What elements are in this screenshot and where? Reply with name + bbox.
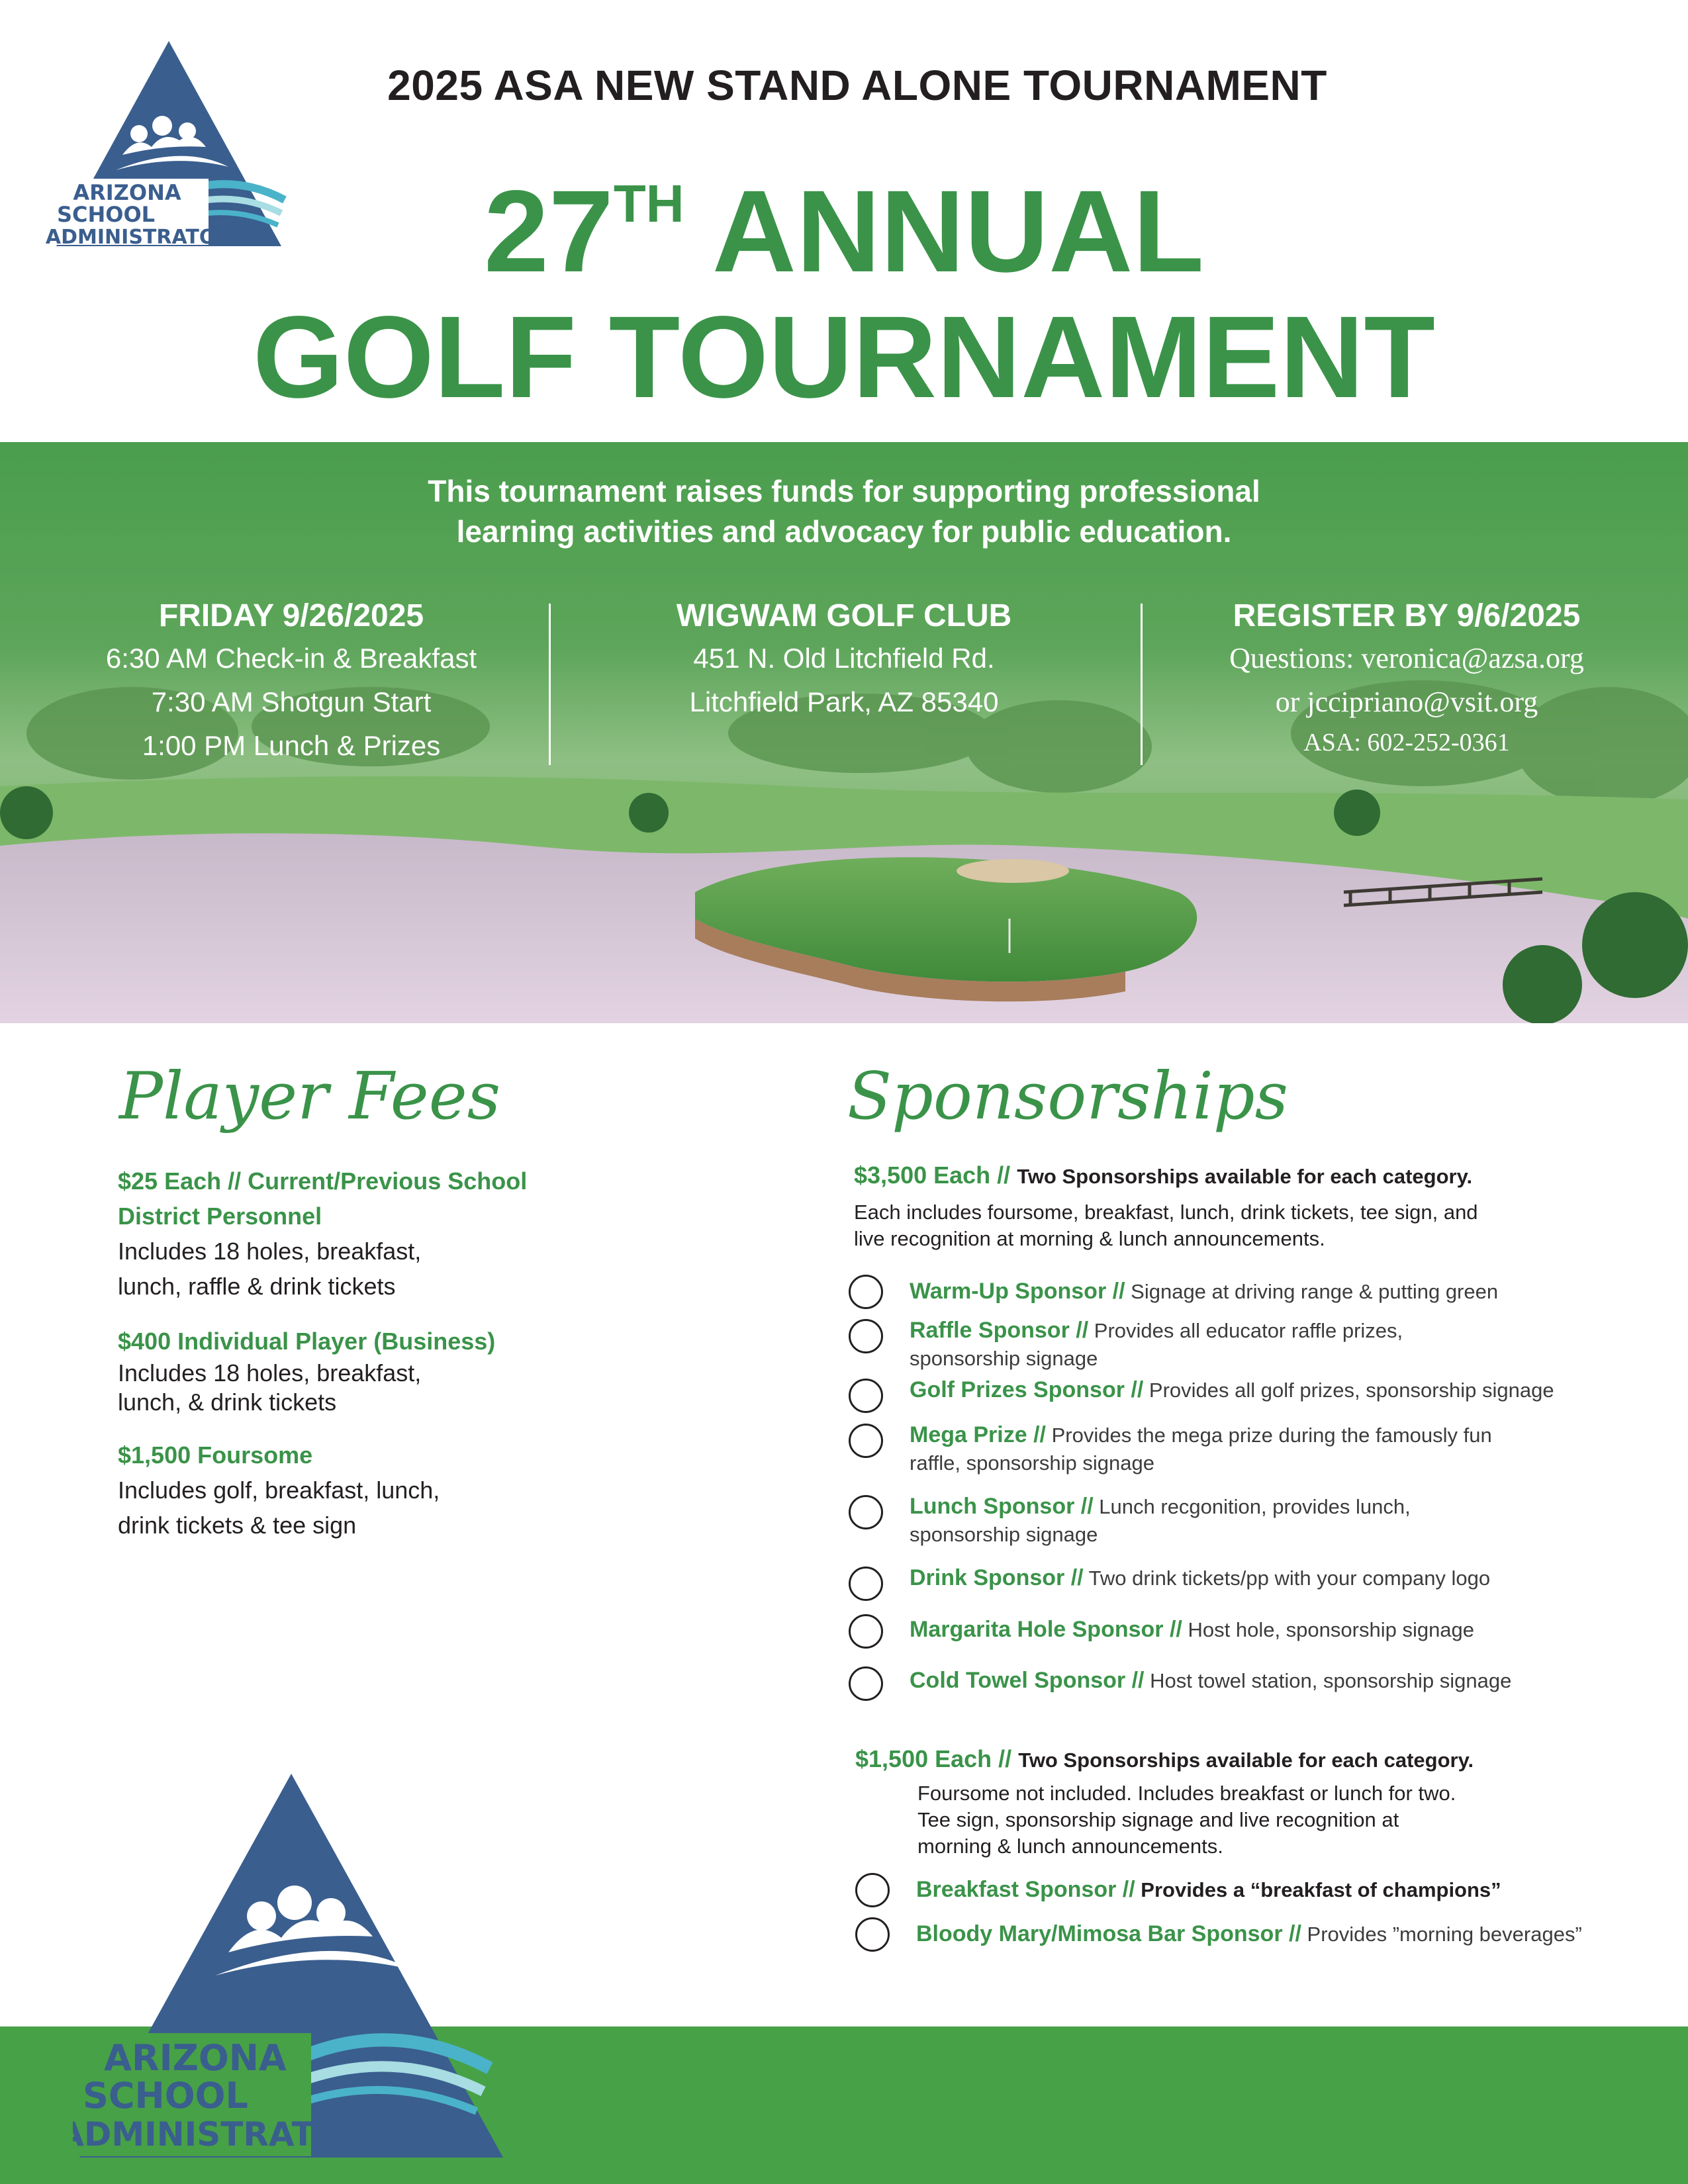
fee-desc: drink tickets & tee sign (118, 1512, 357, 1539)
sponsor-desc: Two drink tickets/pp with your company logo (1088, 1567, 1491, 1590)
sponsor-checkbox[interactable] (849, 1424, 883, 1458)
schedule-shotgun: 7:30 AM Shotgun Start (151, 686, 432, 717)
sponsor-desc: Signage at driving range & putting green (1131, 1280, 1499, 1303)
page-title-line1 (199, 167, 1489, 296)
venue-city: Litchfield Park, AZ 85340 (689, 686, 999, 717)
sponsor-desc: Provides ”morning beverages” (1307, 1923, 1582, 1946)
logo-line2: SCHOOL (56, 202, 156, 227)
contact-phone: ASA: 602-252-0361 (1303, 729, 1510, 756)
tier2-price: $1,500 Each // (855, 1745, 1012, 1772)
fee-name: Foursome (197, 1441, 313, 1469)
sponsor-desc: Provides a “breakfast of champions” (1141, 1878, 1501, 1901)
sponsor-checkbox[interactable] (849, 1275, 883, 1309)
sponsor-desc: Host hole, sponsorship signage (1188, 1618, 1475, 1641)
sponsor-name: Lunch Sponsor // (910, 1494, 1094, 1519)
divider (549, 604, 551, 765)
fee-school-personnel (118, 1163, 647, 1304)
sponsor-name: Mega Prize // (910, 1422, 1046, 1447)
sponsor-checkbox[interactable] (849, 1495, 883, 1529)
event-subtitle: 2025 ASA NEW STAND ALONE TOURNAMENT (387, 62, 1327, 109)
logo-line2: SCHOOL (83, 2075, 248, 2116)
venue-name: WIGWAM GOLF CLUB (676, 598, 1012, 633)
sponsor-name: Raffle Sponsor // (910, 1318, 1089, 1343)
fee-name: Individual Player (Business) (177, 1328, 496, 1355)
venue-street: 451 N. Old Litchfield Rd. (693, 643, 995, 674)
tier2-availability: Two Sponsorships available for each category. (1018, 1749, 1474, 1772)
logo-line1: ARIZONA (73, 180, 181, 205)
tier1-price: $3,500 Each // (854, 1161, 1011, 1189)
sponsor-name: Margarita Hole Sponsor // (910, 1617, 1182, 1642)
fee-price: $400 (118, 1328, 171, 1355)
schedule-lunch: 1:00 PM Lunch & Prizes (142, 730, 441, 761)
player-fees-heading: Player Fees (119, 1059, 500, 1134)
title-ordinal: TH (613, 174, 684, 233)
sponsor-desc-2: sponsorship signage (910, 1347, 1098, 1370)
sponsor-checkbox[interactable] (849, 1379, 883, 1413)
contact-email-2[interactable]: or jccipriano@vsit.org (1275, 686, 1538, 718)
sponsor-checkbox[interactable] (849, 1614, 883, 1649)
sponsor-desc: Host towel station, sponsorship signage (1150, 1669, 1512, 1692)
sponsor-name: Drink Sponsor // (910, 1565, 1084, 1590)
fee-name-2: District Personnel (118, 1203, 322, 1230)
sponsor-checkbox[interactable] (855, 1873, 890, 1907)
sponsor-desc: Provides all golf prizes, sponsorship signage (1149, 1379, 1554, 1402)
logo-line3: ADMINISTRATORS (45, 226, 246, 249)
fee-individual-player (118, 1324, 647, 1417)
register-deadline: REGISTER BY 9/6/2025 (1233, 598, 1581, 633)
event-date: FRIDAY 9/26/2025 (158, 598, 424, 633)
mission-line2: learning activities and advocacy for public education. (456, 514, 1232, 549)
fee-foursome (118, 1437, 647, 1543)
tier1-description (854, 1199, 1668, 1252)
fee-desc: lunch, & drink tickets (118, 1388, 337, 1416)
sponsor-name: Breakfast Sponsor // (916, 1877, 1135, 1902)
sponsorships-heading: Sponsorships (847, 1059, 1288, 1134)
divider (1141, 604, 1143, 765)
sponsor-name: Bloody Mary/Mimosa Bar Sponsor // (916, 1921, 1301, 1946)
fee-desc: lunch, raffle & drink tickets (118, 1273, 396, 1300)
asa-logo-bottom (73, 1774, 510, 2158)
event-date-info (46, 596, 536, 768)
tier2-desc-line: Foursome not included. Includes breakfast or lunch for two. (917, 1782, 1456, 1805)
fee-desc: Includes 18 holes, breakfast, (118, 1359, 422, 1387)
tier1-availability: Two Sponsorships available for each category. (1017, 1165, 1473, 1188)
title-annual: ANNUAL (684, 167, 1204, 296)
sponsor-checkbox[interactable] (849, 1567, 883, 1601)
fee-desc: Includes 18 holes, breakfast, (118, 1238, 422, 1265)
tier1-desc-line: live recognition at morning & lunch announcements. (854, 1227, 1325, 1250)
fee-price: $1,500 (118, 1441, 191, 1469)
fee-name: Current/Previous School (248, 1167, 528, 1195)
logo-line1: ARIZONA (104, 2037, 287, 2079)
sponsor-desc-2: raffle, sponsorship signage (910, 1451, 1154, 1475)
tier2-desc-line: morning & lunch announcements. (917, 1835, 1223, 1858)
fee-price: $25 Each // (118, 1167, 242, 1195)
sponsor-name: Golf Prizes Sponsor // (910, 1377, 1144, 1402)
tier1-header (854, 1160, 1668, 1193)
sponsor-desc: Lunch recgonition, provides lunch, (1099, 1495, 1411, 1518)
fee-desc: Includes golf, breakfast, lunch, (118, 1477, 440, 1504)
sponsor-checkbox[interactable] (855, 1917, 890, 1952)
schedule-checkin: 6:30 AM Check-in & Breakfast (105, 643, 477, 674)
venue-info (576, 596, 1112, 724)
tier2-desc-line: Tee sign, sponsorship signage and live recognition at (917, 1808, 1399, 1831)
logo-line3: ADMINISTRATORS (73, 2115, 392, 2154)
page-title-line2: GOLF TOURNAMENT (253, 293, 1435, 422)
tier2-description (917, 1780, 1665, 1860)
tier1-desc-line: Each includes foursome, breakfast, lunch, drink tickets, tee sign, and (854, 1201, 1478, 1224)
sponsor-desc: Provides the mega prize during the famously fun (1051, 1424, 1492, 1447)
mission-statement (0, 471, 1688, 552)
sponsor-desc-2: sponsorship signage (910, 1523, 1098, 1546)
mission-line1: This tournament raises funds for supporting professional (428, 474, 1260, 508)
registration-info (1152, 596, 1662, 761)
tier2-header (855, 1743, 1669, 1776)
contact-email-1[interactable]: Questions: veronica@azsa.org (1229, 642, 1584, 674)
sponsor-desc: Provides all educator raffle prizes, (1094, 1319, 1403, 1342)
sponsor-name: Cold Towel Sponsor // (910, 1668, 1145, 1693)
sponsor-checkbox[interactable] (849, 1666, 883, 1701)
sponsor-checkbox[interactable] (849, 1319, 883, 1353)
title-number: 27 (484, 167, 614, 296)
sponsor-name: Warm-Up Sponsor // (910, 1279, 1125, 1304)
